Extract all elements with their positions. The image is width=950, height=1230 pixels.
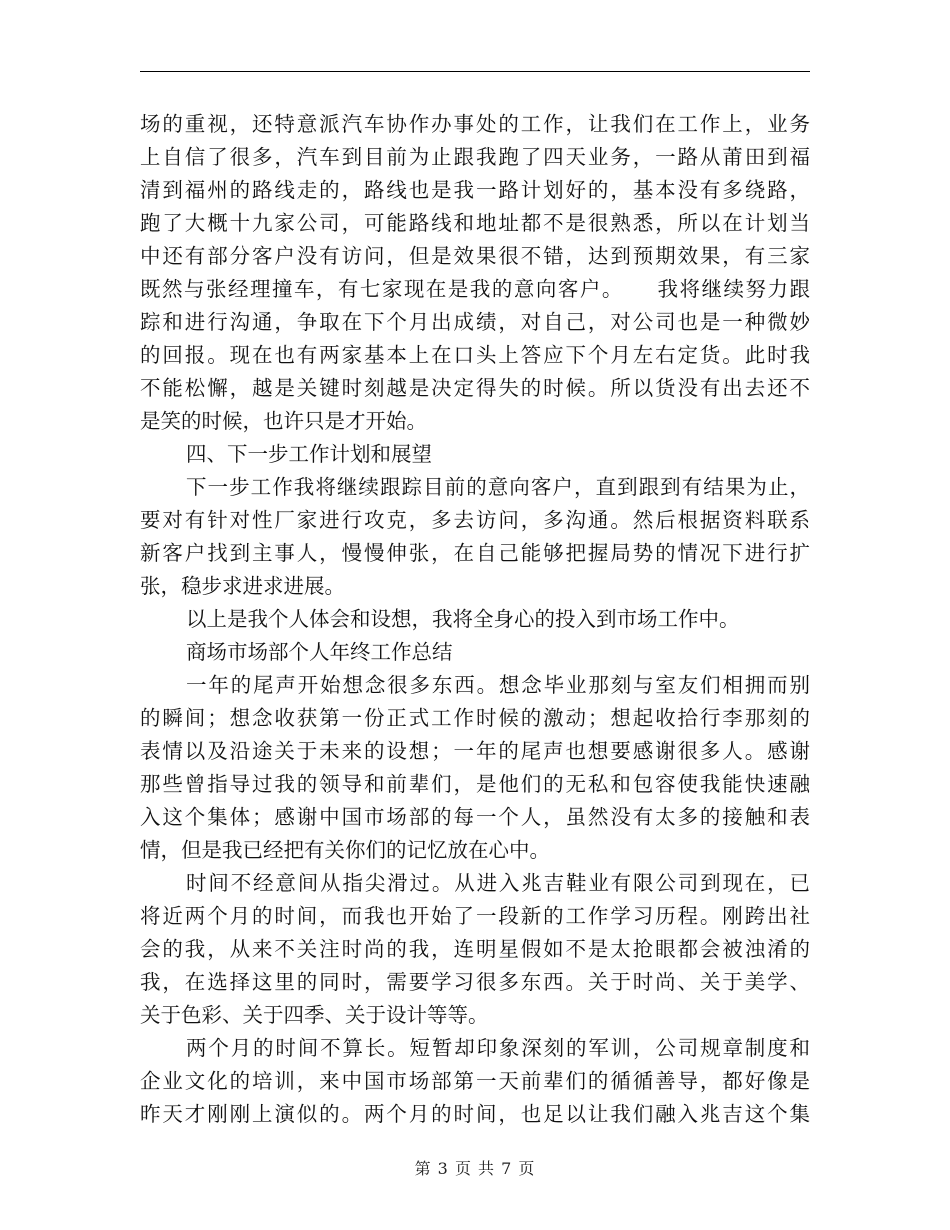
text-line: 跑了大概十九家公司，可能路线和地址都不是很熟悉，所以在计划当 xyxy=(140,211,810,235)
text-line: 踪和进行沟通，争取在下个月出成绩，对自己，对公司也是一种微妙 xyxy=(140,310,810,334)
text-line: 我，在选择这里的同时，需要学习很多东西。关于时尚、关于美学、 xyxy=(140,970,810,994)
text-line: 表情以及沿途关于未来的设想；一年的尾声也想要感谢很多人。感谢 xyxy=(140,739,810,763)
text-line: 新客户找到主事人，慢慢伸张，在自己能够把握局势的情况下进行扩 xyxy=(140,541,810,565)
text-line: 张，稳步求进求进展。 xyxy=(140,574,345,598)
text-line: 一年的尾声开始想念很多东西。想念毕业那刻与室友们相拥而别 xyxy=(186,673,810,697)
text-line: 入这个集体；感谢中国市场部的每一个人，虽然没有太多的接触和表 xyxy=(140,805,810,829)
text-line: 要对有针对性厂家进行攻克，多去访问，多沟通。然后根据资料联系 xyxy=(140,508,810,532)
text-line: 以上是我个人体会和设想，我将全身心的投入到市场工作中。 xyxy=(186,607,740,631)
text-line: 上自信了很多，汽车到目前为止跟我跑了四天业务，一路从莆田到福 xyxy=(140,145,810,169)
text-line: 是笑的时候，也许只是才开始。 xyxy=(140,409,427,433)
text-line: 昨天才刚刚上演似的。两个月的时间，也足以让我们融入兆吉这个集 xyxy=(140,1102,810,1126)
text-line: 两个月的时间不算长。短暂却印象深刻的军训，公司规章制度和 xyxy=(186,1036,810,1060)
text-line: 关于色彩、关于四季、关于设计等等。 xyxy=(140,1003,489,1027)
text-line: 情，但是我已经把有关你们的记忆放在心中。 xyxy=(140,838,550,862)
text-line: 将近两个月的时间，而我也开始了一段新的工作学习历程。刚跨出社 xyxy=(140,904,810,928)
text-line: 商场市场部个人年终工作总结 xyxy=(186,640,453,664)
text-line: 下一步工作我将继续跟踪目前的意向客户，直到跟到有结果为止， xyxy=(186,475,810,499)
text-line: 既然与张经理撞车，有七家现在是我的意向客户。 我将继续努力跟 xyxy=(140,277,810,301)
text-line: 的瞬间；想念收获第一份正式工作时候的激动；想起收拾行李那刻的 xyxy=(140,706,810,730)
text-line: 会的我，从来不关注时尚的我，连明星假如不是太抢眼都会被浊淆的 xyxy=(140,937,810,961)
text-line: 清到福州的路线走的，路线也是我一路计划好的，基本没有多绕路， xyxy=(140,178,810,202)
text-line: 企业文化的培训，来中国市场部第一天前辈们的循循善导，都好像是 xyxy=(140,1069,810,1093)
header-rule xyxy=(140,71,810,72)
text-line: 时间不经意间从指尖滑过。从进入兆吉鞋业有限公司到现在，已 xyxy=(186,871,810,895)
text-line: 场的重视，还特意派汽车协作办事处的工作，让我们在工作上，业务 xyxy=(140,112,810,136)
text-line: 那些曾指导过我的领导和前辈们，是他们的无私和包容使我能快速融 xyxy=(140,772,810,796)
page-number-label: 第 3 页 共 7 页 xyxy=(414,1159,536,1178)
text-line: 的回报。现在也有两家基本上在口头上答应下个月左右定货。此时我 xyxy=(140,343,810,367)
page-footer xyxy=(0,1156,950,1179)
body-text xyxy=(140,108,810,1131)
text-line: 不能松懈，越是关键时刻越是决定得失的时候。所以货没有出去还不 xyxy=(140,376,810,400)
text-line: 四、下一步工作计划和展望 xyxy=(186,442,432,466)
text-line: 中还有部分客户没有访问，但是效果很不错，达到预期效果，有三家 xyxy=(140,244,810,268)
